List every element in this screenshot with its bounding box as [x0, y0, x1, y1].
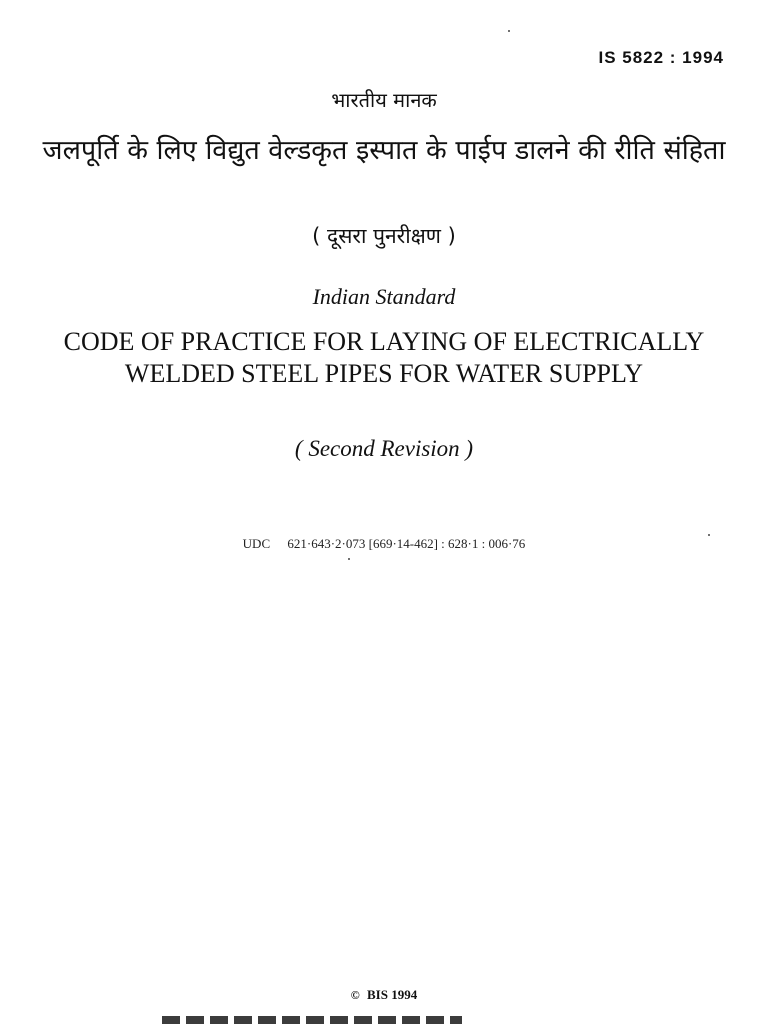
hindi-standard-label: भारतीय मानक — [331, 88, 437, 112]
udc-classification — [0, 536, 768, 552]
english-title: CODE OF PRACTICE FOR LAYING OF ELECTRICALLY WELDED STEEL PIPES FOR WATER SUPPLY — [63, 327, 705, 388]
hindi-title: जलपूर्ति के लिए विद्युत वेल्डकृत इस्पात के पाईप डालने की रीति संहिता — [42, 135, 726, 166]
copyright-text: BIS 1994 — [367, 987, 418, 1002]
copyright-notice — [0, 987, 768, 1003]
standard-number: IS 5822 : 1994 — [598, 48, 724, 67]
english-revision: ( Second Revision ) — [294, 436, 474, 461]
truncated-publisher-line — [162, 1016, 462, 1024]
udc-label: UDC — [242, 536, 271, 551]
scan-speck — [508, 30, 510, 32]
english-standard-label: Indian Standard — [312, 284, 456, 309]
udc-value: 621·643·2·073 [669·14-462] : 628·1 : 006·76 — [287, 536, 526, 551]
scan-speck — [708, 534, 710, 536]
hindi-revision: ( दूसरा पुनरीक्षण ) — [312, 224, 456, 248]
copyright-icon: © — [350, 988, 360, 1002]
scan-speck — [348, 558, 350, 560]
